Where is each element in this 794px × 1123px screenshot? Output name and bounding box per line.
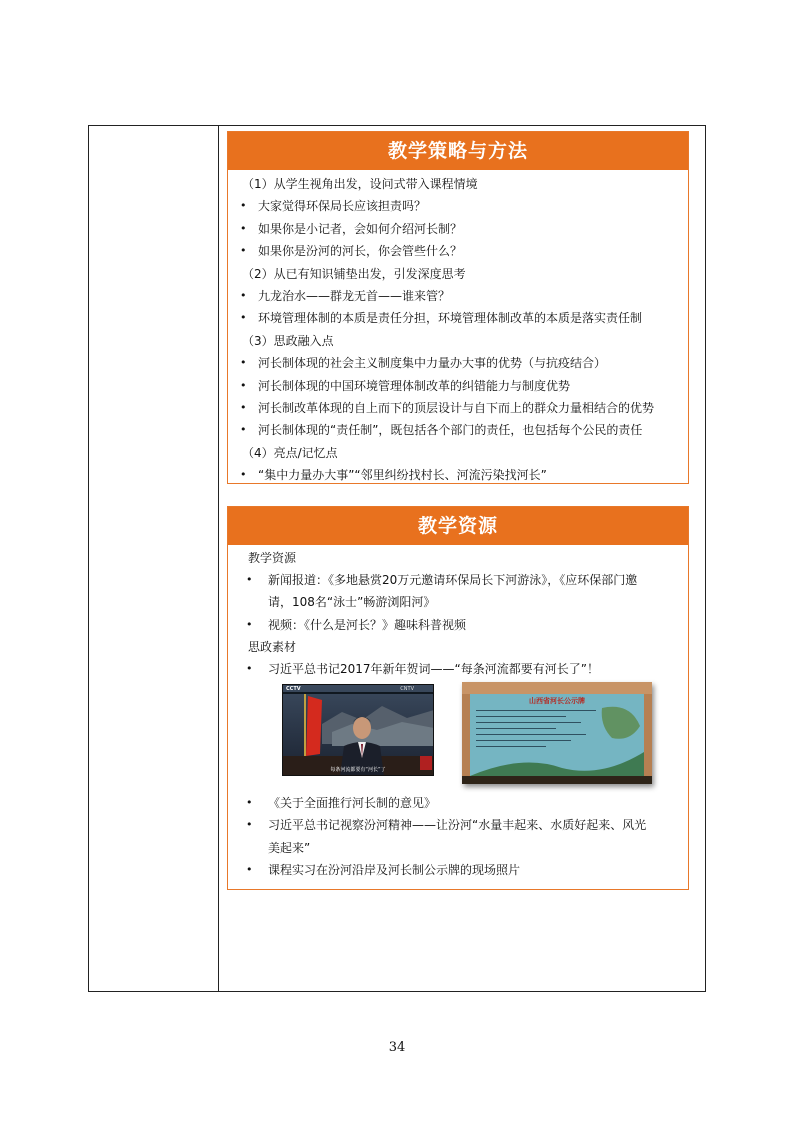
xi-newyear-item: 习近平总书记2017年新年贺词——“每条河流都要有河长了”！ [268, 662, 599, 677]
bullet-icon: • [246, 862, 253, 876]
list-item-text: 河长制体现的中国环境管理体制改革的纠错能力与制度优势 [258, 378, 571, 393]
fen-line-2: 美起来” [268, 840, 311, 855]
list-item-text: 九龙治水——群龙无首——谁来管？ [258, 289, 451, 304]
list-item-text: 河长制改革体现的自上而下的顶层设计与自下而上的群众力量相结合的优势 [258, 401, 655, 416]
list-item [238, 464, 680, 486]
list-item [238, 614, 680, 636]
photo-row [238, 684, 680, 788]
bullet-icon: • [240, 311, 247, 325]
strategy-title: 教学策略与方法 [228, 132, 688, 170]
list-item [238, 218, 680, 240]
opinion-item: 《关于全面推行河长制的意见》 [268, 796, 437, 811]
list-item [238, 569, 680, 591]
fen-line-1: 习近平总书记视察汾河精神——让汾河“水量丰起来、水质好起来、风光 [268, 818, 647, 833]
bullet-icon: • [240, 221, 247, 235]
list-item [238, 352, 680, 374]
bullet-icon: • [240, 378, 247, 392]
list-item [238, 240, 680, 262]
cntv-logo: CNTV [400, 686, 414, 693]
section-heading: （4）亮点/记忆点 [242, 445, 338, 460]
bullet-icon: • [246, 573, 253, 587]
bullet-icon: • [246, 818, 253, 832]
list-item [238, 658, 680, 680]
list-item [238, 397, 680, 419]
bullet-icon: • [240, 289, 247, 303]
section-heading: （3）思政融入点 [242, 333, 334, 348]
column-divider [218, 126, 219, 991]
speech-photo-illustration [282, 684, 434, 776]
bullet-icon: • [246, 662, 253, 676]
bullet-icon: • [246, 617, 253, 631]
list-item [238, 307, 680, 329]
resources-heading: 教学资源 [248, 551, 297, 565]
news-line-1: 新闻报道：《多地悬赏20万元邀请环保局长下河游泳》，《应环保部门邀 [268, 573, 638, 588]
bullet-icon: • [240, 401, 247, 415]
speech-caption: 每条河流都要有“河长”了 [330, 767, 386, 774]
section-heading: （1）从学生视角出发，设问式带入课程情境 [242, 177, 478, 191]
list-item [238, 792, 680, 814]
strategy-box [227, 131, 689, 484]
strategy-lines [228, 170, 688, 487]
cctv-logo: CCTV [286, 686, 301, 693]
list-item [238, 814, 680, 836]
list-item-text: 如果你是汾河的河长，你会管些什么？ [258, 244, 463, 259]
bullet-icon: • [240, 199, 247, 213]
list-item [238, 375, 680, 397]
bullet-icon: • [240, 468, 247, 482]
list-item-text: 如果你是小记者，会如何介绍河长制？ [258, 221, 463, 236]
bullet-icon: • [240, 423, 247, 437]
list-item-text: 大家觉得环保局长应该担责吗？ [258, 199, 427, 214]
ideology-heading: 思政素材 [248, 639, 297, 654]
sign-title: 山西省河长公示牌 [529, 697, 585, 706]
news-line-2: 请，108名“泳士”畅游浏阳河》 [268, 595, 436, 610]
list-item [238, 859, 680, 881]
new-year-speech-photo [282, 684, 434, 776]
list-item [238, 419, 680, 441]
list-item-text: 河长制体现的“责任制”，既包括各个部门的责任，也包括每个公民的责任 [258, 423, 643, 438]
lesson-table [88, 125, 706, 992]
bullet-icon: • [246, 796, 253, 810]
practice-item: 课程实习在汾河沿岸及河长制公示牌的现场照片 [268, 862, 521, 877]
resources-box [227, 506, 689, 890]
list-item [238, 285, 680, 307]
resources-lines [228, 545, 688, 881]
river-chief-sign-photo [462, 682, 652, 784]
list-item-text: “集中力量办大事”“邻里纠纷找村长、河流污染找河长” [258, 468, 547, 483]
list-item-text: 河长制体现的社会主义制度集中力量办大事的优势（与抗疫结合） [258, 356, 607, 371]
list-item [238, 195, 680, 217]
bullet-icon: • [240, 244, 247, 258]
page-number: 34 [388, 1040, 406, 1055]
bullet-icon: • [240, 356, 247, 370]
list-item-text: 环境管理体制的本质是责任分担，环境管理体制改革的本质是落实责任制 [258, 311, 643, 326]
resources-title: 教学资源 [228, 507, 688, 545]
section-heading: （2）从已有知识铺垫出发，引发深度思考 [242, 266, 466, 281]
video-item: 视频：《什么是河长？》趣味科普视频 [268, 617, 467, 632]
